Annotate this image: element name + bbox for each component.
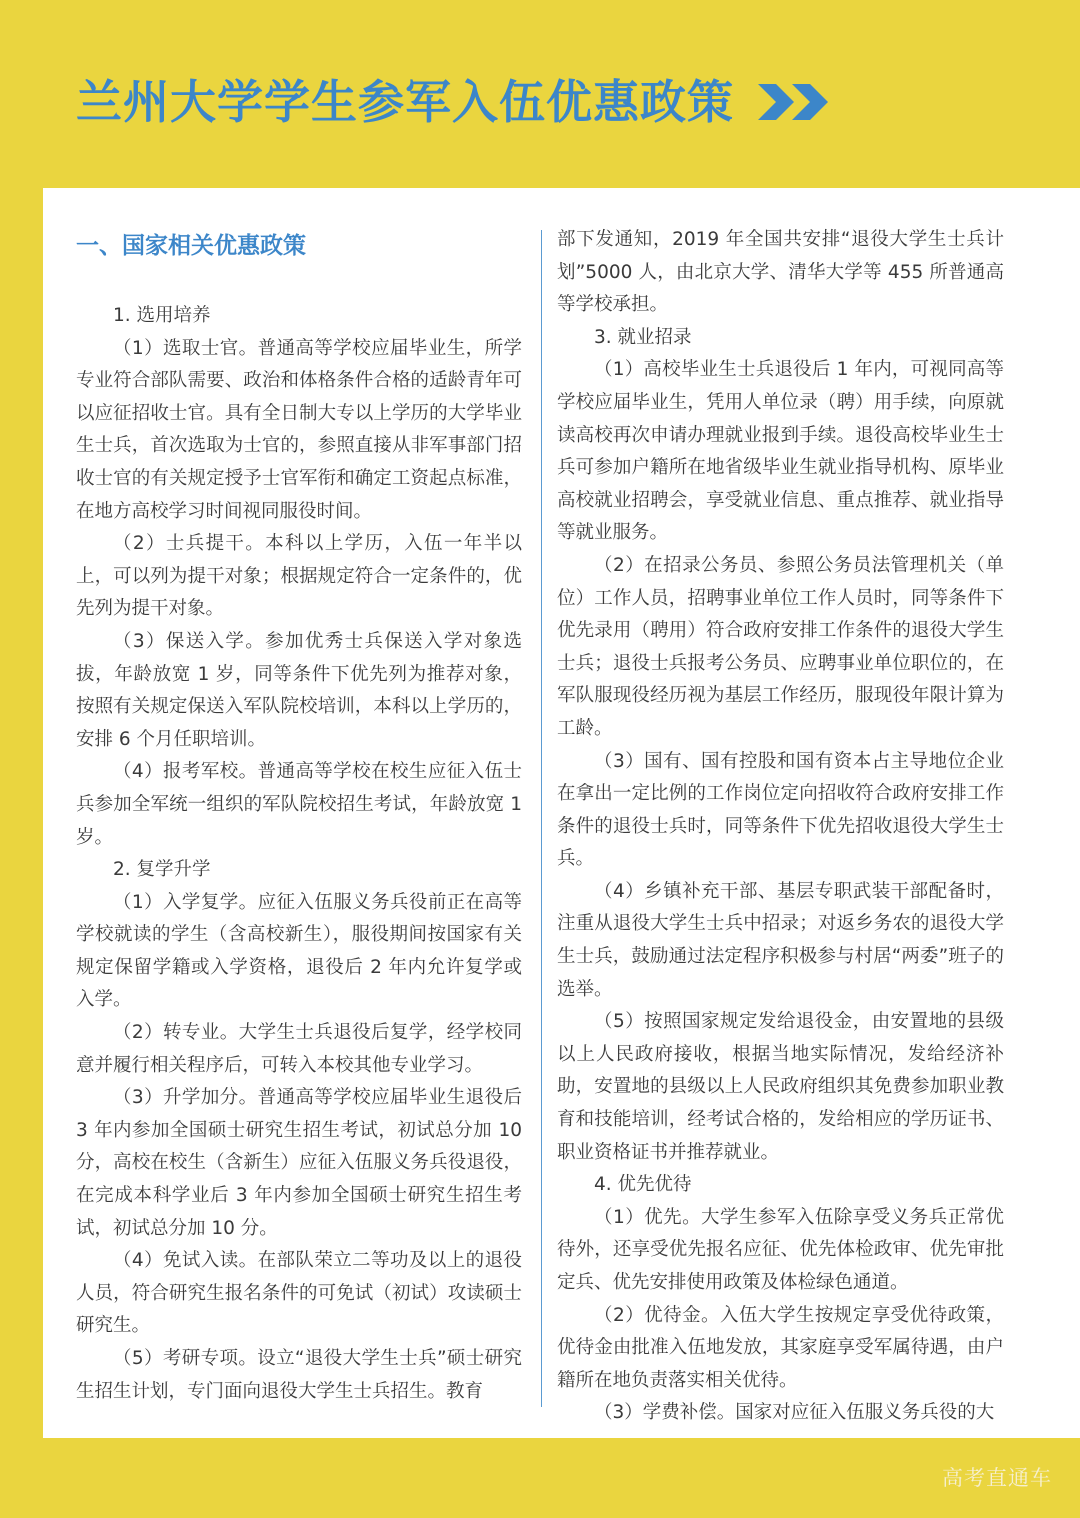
page-title: 兰州大学学生参军入伍优惠政策 [76, 75, 734, 129]
right-paragraphs [557, 224, 1004, 1430]
paragraph: （2）优待金。入伍大学生按规定享受优待政策，优待金由批准入伍地发放，其家庭享受军属待遇，由户籍所在地负责落实相关优待。 [557, 1304, 1004, 1391]
paragraph: （3）保送入学。参加优秀士兵保送入学对象选拔，年龄放宽 1 岁，同等条件下优先列为推荐对象，按照有关规定保送入军队院校培训，本科以上学历的，安排 6 个月任职培训。 [76, 630, 522, 750]
subsection-heading: 2. 复学升学 [113, 859, 211, 881]
paragraph: （1）选取士官。普通高等学校应届毕业生，所学专业符合部队需要、政治和体格条件合格的适龄青年可以应征招收士官。具有全日制大专以上学历的大学毕业生士兵，首次选取为士官的，参照直接从非军事部门招收士官的有关规定授予士官军衔和确定工资起点标准，在地方高校学习时间视同服役时间。 [76, 337, 522, 522]
paragraph: （4）乡镇补充干部、基层专职武装干部配备时，注重从退役大学生士兵中招录；对返乡务农的退役大学生士兵，鼓励通过法定程序积极参与村居“两委”班子的选举。 [557, 880, 1004, 1000]
subsection-heading: 1. 选用培养 [113, 305, 211, 326]
paragraph: （5）按照国家规定发给退役金，由安置地的县级以上人民政府接收，根据当地实际情况，发给经济补助，安置地的县级以上人民政府组织其免费参加职业教育和技能培训，经考试合格的，发给相应的学历证书、职业资格证书并推荐就业。 [557, 1011, 1004, 1163]
paragraph: （2）士兵提干。本科以上学历，入伍一年半以上，可以列为提干对象；根据规定符合一定条件的，优先列为提干对象。 [76, 533, 522, 620]
section-heading: 一、国家相关优惠政策 [76, 233, 306, 259]
paragraph: （1）入学复学。应征入伍服义务兵役前正在高等学校就读的学生（含高校新生），服役期间按国家有关规定保留学籍或入学资格，退役后 2 年内允许复学或入学。 [76, 891, 522, 1011]
paragraph: （2）在招录公务员、参照公务员法管理机关（单位）工作人员，招聘事业单位工作人员时，同等条件下优先录用（聘用）符合政府安排工作条件的退役大学生士兵；退役士兵报考公务员、应聘事业单位职位的，在军队服现役经历视为基层工作经历，服现役年限计算为工龄。 [557, 554, 1004, 739]
paragraph: （3）升学加分。普通高等学校应届毕业生退役后 3 年内参加全国硕士研究生招生考试，初试总分加 10 分，高校在校生（含新生）应征入伍服义务兵役退役，在完成本科学业后 3 年内参加全国硕士研究生招生考试，初试总分加 10 分。 [76, 1087, 522, 1239]
paragraph: （4）免试入读。在部队荣立二等功及以上的退役人员，符合研究生报名条件的可免试（初试）攻读硕士研究生。 [76, 1250, 522, 1337]
paragraph: （5）考研专项。设立“退役大学生士兵”硕士研究生招生计划，专门面向退役大学生士兵招生。教育 [76, 1348, 522, 1402]
paragraph: （3）国有、国有控股和国有资本占主导地位企业在拿出一定比例的工作岗位定向招收符合政府安排工作条件的退役士兵时，同等条件下优先招收退役大学生士兵。 [557, 750, 1004, 870]
subsection-heading: 3. 就业招录 [594, 326, 692, 348]
subsection-heading: 4. 优先优待 [594, 1174, 692, 1196]
paragraph: （3）学费补偿。国家对应征入伍服义务兵役的大 [594, 1402, 995, 1424]
double-chevron-right-icon [758, 82, 834, 122]
paragraph: 部下发通知，2019 年全国共安排“退役大学生士兵计划”5000 人，由北京大学、清华大学等 455 所普通高等学校承担。 [557, 229, 1004, 316]
column-divider [541, 230, 542, 1407]
content-panel [43, 188, 1080, 1438]
watermark: 高考直通车 [942, 1466, 1052, 1490]
paragraph: （1）优先。大学生参军入伍除享受义务兵正常优待外，还享受优先报名应征、优先体检政审、优先审批定兵、优先安排使用政策及体检绿色通道。 [557, 1206, 1004, 1293]
paragraph: （2）转专业。大学生士兵退役后复学，经学校同意并履行相关程序后，可转入本校其他专业学习。 [76, 1022, 522, 1076]
left-column [76, 228, 522, 1408]
right-column [557, 228, 1004, 1430]
left-paragraphs [76, 300, 522, 1408]
paragraph: （1）高校毕业生士兵退役后 1 年内，可视同高等学校应届毕业生，凭用人单位录（聘）用手续，向原就读高校再次申请办理就业报到手续。退役高校毕业生士兵可参加户籍所在地省级毕业生就业指导机构、原毕业高校就业招聘会，享受就业信息、重点推荐、就业指导等就业服务。 [557, 359, 1004, 544]
paragraph: （4）报考军校。普通高等学校在校生应征入伍士兵参加全军统一组织的军队院校招生考试，年龄放宽 1 岁。 [76, 761, 522, 848]
page-header [76, 72, 834, 132]
